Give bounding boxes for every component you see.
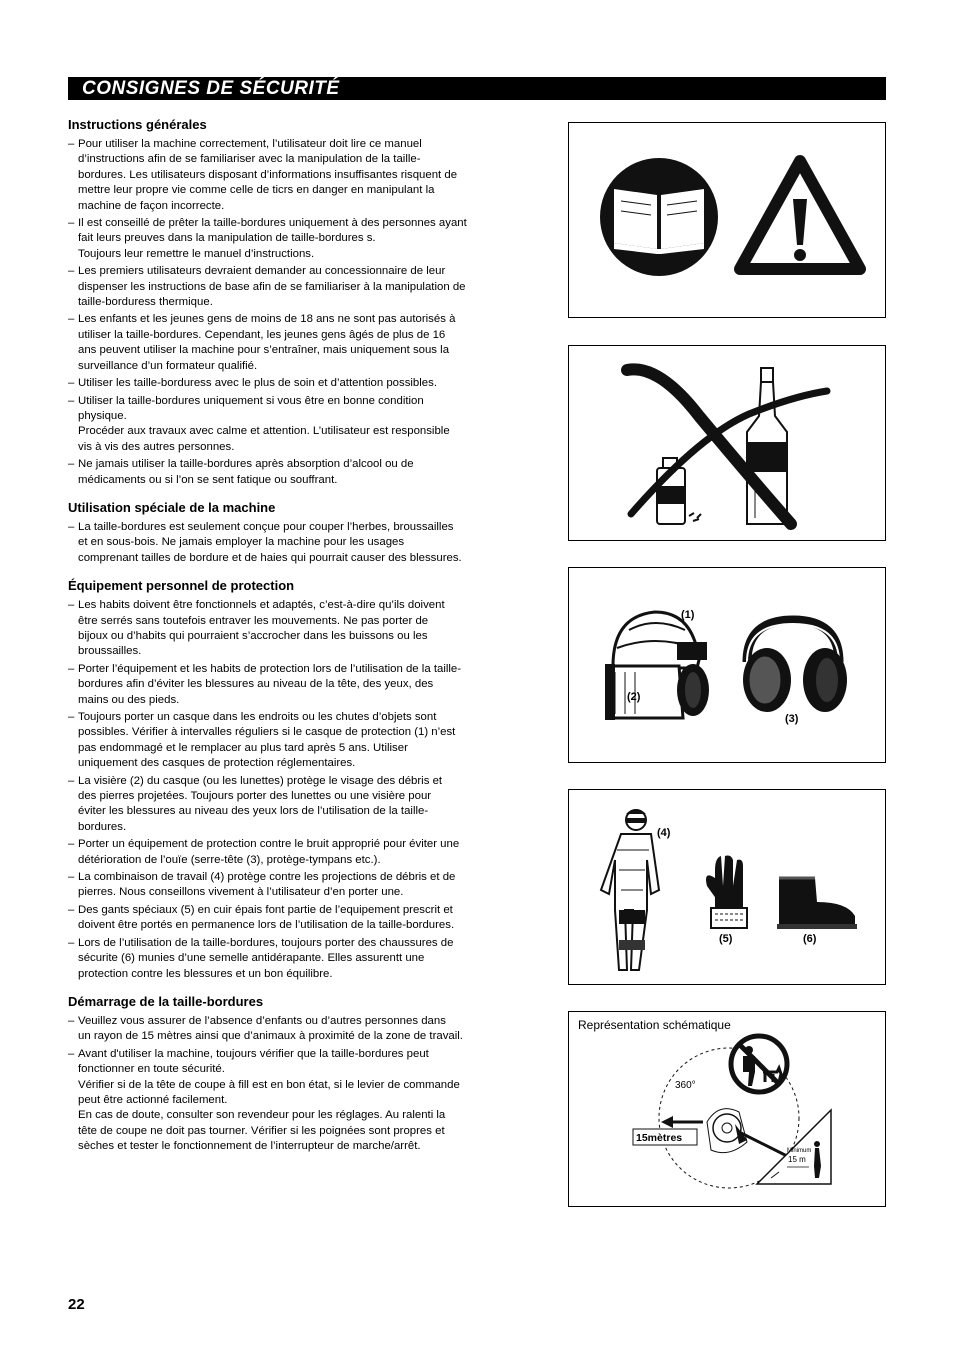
list-item-line: doivent être portés en permanence lors de l’utilisation de la taille-bordures. xyxy=(78,919,455,932)
list-item-line: un rayon de 15 mètres ainsi que d’animaux à proximité de la zone de travail. xyxy=(78,1030,463,1043)
list-item-line: vis à vis des autres personnes. xyxy=(78,440,235,453)
list-item-line: – Porter l’équipement et les habits de protection lors de l’utilisation de la taille- xyxy=(78,662,462,675)
list-item-line: peut être actionné facilement. xyxy=(78,1093,228,1106)
list-item xyxy=(68,216,528,262)
list-item-line: bijoux ou d’habits qui pourraient s’accrocher dans les buissons ou les xyxy=(78,629,428,642)
list-item-line: mains ou des pieds. xyxy=(78,693,180,706)
list-item-line: utiliser la taille-bordures. Cependant, les jeunes gens âgés de plus de 16 xyxy=(78,328,446,341)
gloves-icon xyxy=(706,856,747,929)
list-item-line: pierres. Nous conseillons vivement à l’utilisateur d’en porter une. xyxy=(78,886,404,899)
list-item-line: – Les habits doivent être fonctionnels et adaptés, c’est-à-dire qu’ils doivent xyxy=(78,599,445,612)
warning-icon xyxy=(740,161,860,269)
figure-read-manual xyxy=(568,122,886,318)
list-item-line: broussailles. xyxy=(78,645,142,658)
list-item-line: taille-borduress thermique. xyxy=(78,296,213,309)
list-item-line: sèches et tester le fonctionnement de l’interrupteur de marche/arrêt. xyxy=(78,1140,421,1153)
list-item xyxy=(68,774,528,836)
work-suit-icon xyxy=(601,809,659,970)
helmet-earmuff-icon xyxy=(677,664,709,716)
list-item-line: – La taille-bordures est seulement conçue pour couper l’herbes, broussailles xyxy=(78,520,454,533)
list-item-line: machine de façon incorrecte. xyxy=(78,199,225,212)
list-item xyxy=(68,710,528,772)
list-item-line: fonctionner en toute sécurité. xyxy=(78,1063,225,1076)
label-boots: (6) xyxy=(803,933,817,945)
list-item-line: tête de coupe ne doit pas tourner. Vérifier si les poignées sont propres et xyxy=(78,1124,445,1137)
text-column xyxy=(68,117,528,1167)
figure-protective-clothing xyxy=(568,789,886,985)
list-item-line: possibles. Vérifier à intervalles réguliers si le casque de protection (1) n’est xyxy=(78,726,456,739)
list-item xyxy=(68,312,528,374)
title-bar xyxy=(68,77,886,100)
book-icon xyxy=(600,158,718,276)
safety-boots-icon xyxy=(777,878,857,929)
list-item xyxy=(68,394,528,456)
list-item-line: – Utiliser la taille-bordures uniquement si vous être en bonne condition xyxy=(78,394,424,407)
list-item-line: bordures. Les utilisateurs disposant d’informations insuffisantes risquent de xyxy=(78,168,458,181)
list-item-line: physique. xyxy=(78,409,127,422)
list-item xyxy=(68,936,528,982)
page-title: CONSIGNES DE SÉCURITÉ xyxy=(82,78,340,99)
list-item xyxy=(68,662,528,708)
list-item-line: uniquement des casques de protection réglementaires. xyxy=(78,757,356,770)
label-earmuffs: (3) xyxy=(785,713,799,725)
list-item-line: mettre leur propre vie comme celle de ticrs en danger en manipulant la xyxy=(78,184,435,197)
figure-head-protection xyxy=(568,567,886,763)
visor-icon xyxy=(605,664,683,720)
page-number: 22 xyxy=(68,1296,85,1313)
list-item xyxy=(68,1014,528,1045)
list-item xyxy=(68,837,528,868)
list-item xyxy=(68,903,528,934)
distance-arrow-icon xyxy=(661,1116,703,1128)
list-item-line: pas endommagé et le remplacer au plus tard après 5 ans. Utiliser xyxy=(78,741,408,754)
schematic-caption: Représentation schématique xyxy=(578,1018,731,1032)
list-item-line: – Avant d'utiliser la machine, toujours vérifier que la taille-bordures peut xyxy=(78,1047,429,1060)
list-item xyxy=(68,1047,528,1155)
section-heading: Équipement personnel de protection xyxy=(68,578,295,594)
list-item-line: – La combinaison de travail (4) protège contre les projections de débris et de xyxy=(78,871,456,884)
section-heading: Utilisation spéciale de la machine xyxy=(68,499,276,515)
list-item-line: – Porter un équipement de protection contre le bruit approprié pour éviter une xyxy=(78,838,460,851)
list-item-line: dispenser les instructions de base afin de se familiariser à la manipulation de xyxy=(78,280,466,293)
figure-no-alcohol xyxy=(568,345,886,541)
list-item xyxy=(68,137,528,214)
list-item-line: bordures. xyxy=(78,820,127,833)
list-item xyxy=(68,520,528,566)
distance-label: 15mètres xyxy=(636,1132,683,1144)
list-item xyxy=(68,376,528,391)
list-item-line: détérioration de l’ouïe (serre-tête (3), protège-tympans etc.). xyxy=(78,853,381,866)
list-item-line: bordures afin d’éviter les blessures au niveau de la tête, des yeux, des xyxy=(78,678,434,691)
list-item-line: – Les premiers utilisateurs devraient demander au concessionnaire de leur xyxy=(78,265,446,278)
section-heading: Démarrage de la taille-bordures xyxy=(68,993,264,1009)
minimum-label: Minimum xyxy=(787,1148,812,1154)
list-item-line: comprenant tailles de bordure et de haies qui pourrait causer des blessures. xyxy=(78,551,462,564)
list-item-line: Vérifier si de la tête de coupe à fill est en bon état, si le levier de commande xyxy=(78,1078,460,1091)
label-visor: (2) xyxy=(627,691,641,703)
section-heading: Instructions générales xyxy=(68,117,207,132)
list-item-line: médicaments ou si l’on se sent fatique ou souffrant. xyxy=(78,473,338,486)
list-item xyxy=(68,457,528,488)
list-item-line: – Les enfants et les jeunes gens de moins de 18 ans ne sont pas autorisés à xyxy=(78,313,456,326)
section xyxy=(68,994,528,1155)
list-item-line: – La visière (2) du casque (ou les lunettes) protège le visage des débris et xyxy=(78,774,443,787)
list-item-line: ans peuvent utiliser la machine pour s’entraîner, mais uniquement sous la xyxy=(78,344,450,357)
list-item-line: – Veuillez vous assurer de l’absence d’enfants ou d’autres personnes dans xyxy=(78,1014,446,1027)
list-item-line: – Pour utiliser la machine correctement, l’utilisateur doit lire ce manuel xyxy=(78,138,422,150)
no-children-animals-icon xyxy=(731,1036,787,1092)
list-item-line: – Il est conseillé de prêter la taille-bordures uniquement à des personnes ayant xyxy=(78,217,467,230)
list-item xyxy=(68,264,528,310)
label-gloves: (5) xyxy=(719,933,733,945)
list-item-line: d’instructions afin de se familiariser avec la manipulation de la taille- xyxy=(78,153,421,166)
list-item-line: être serrés sans toutefois entraver les mouvements. Ne pas porter de xyxy=(78,614,429,627)
list-item-line: surveillance d’un formateur qualifié. xyxy=(78,359,258,372)
label-suit: (4) xyxy=(657,827,671,839)
section xyxy=(68,578,528,982)
list-item-line: fait leurs preuves dans la manipulation de taille-bordures s. xyxy=(78,232,376,245)
list-item xyxy=(68,598,528,660)
list-item-line: éviter les blessures au niveau des yeux lors de l’utilisation de la taille- xyxy=(78,805,429,818)
list-item-line: En cas de doute, consulter son revendeur pour les réglages. Au ralenti la xyxy=(78,1109,446,1122)
list-item-line: – Des gants spéciaux (5) en cuir épais font partie de l’equipement prescrit et xyxy=(78,903,453,916)
earmuffs-icon xyxy=(743,620,847,712)
section xyxy=(68,117,528,488)
list-item-line: – Toujours porter un casque dans les endroits ou les chutes d’objets sont xyxy=(78,711,437,723)
figure-schematic xyxy=(568,1011,886,1207)
list-item xyxy=(68,870,528,901)
list-item-line: des pierres projetées. Toujours porter des lunettes ou une visière pour xyxy=(78,790,432,803)
minimum-value: 15 m xyxy=(788,1155,806,1164)
list-item-line: – Ne jamais utiliser la taille-bordures après absorption d’alcool ou de xyxy=(78,458,414,471)
list-item-line: Procéder aux travaux avec calme et attention. L’utilisateur est responsible xyxy=(78,425,450,438)
label-helmet: (1) xyxy=(681,609,695,621)
list-item-line: et en sous-bois. Ne jamais employer la machine pour les usages xyxy=(78,536,405,549)
list-item-line: – Lors de l’utilisation de la taille-bordures, toujours porter des chaussures de xyxy=(78,936,454,949)
angle-label: 360° xyxy=(675,1080,696,1091)
list-item-line: protection contre les blessures et un bon équilibre. xyxy=(78,967,333,980)
list-item-line: sécurite (6) munies d’une semelle antidérapante. Elles assurentt une xyxy=(78,952,425,965)
list-item-line: Toujours leur remettre le manuel d’instructions. xyxy=(78,247,315,260)
list-item-line: – Utiliser les taille-borduress avec le plus de soin et d’attention possibles. xyxy=(78,377,437,390)
section xyxy=(68,500,528,566)
